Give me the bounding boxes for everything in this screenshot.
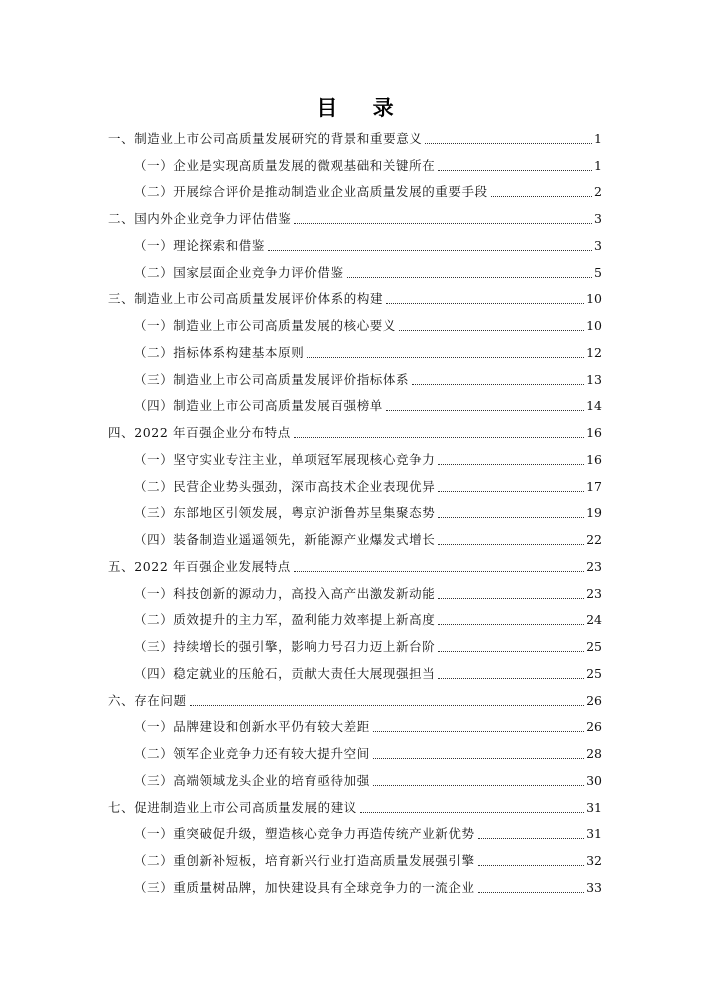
toc-subsection-entry [108,577,602,604]
toc-page-number: 30 [586,772,602,788]
toc-entry-text: （二）开展综合评价是推动制造业企业高质量发展的重要手段 [134,184,488,200]
toc-subsection-entry [108,470,602,497]
toc-dot-leader [399,330,584,331]
toc-page-number: 23 [586,558,602,574]
toc-subsection-entry [108,523,602,550]
toc-entry-text: （四）制造业上市公司高质量发展百强榜单 [134,398,383,414]
toc-entry-text: （一）重突破促升级，塑造核心竞争力再造传统产业新优势 [134,826,475,842]
toc-dot-leader [373,758,584,759]
toc-dot-leader [373,785,584,786]
toc-entry-text: 四、2022 年百强企业分布特点 [108,425,291,440]
toc-subsection-entry [108,604,602,631]
toc-section-entry [108,684,602,711]
toc-dot-leader [478,838,584,839]
toc-dot-leader [478,892,584,893]
toc-page-number: 19 [586,505,602,521]
toc-page-number: 26 [586,719,602,735]
toc-entry-text: （一）品牌建设和创新水平仍有较大差距 [134,719,370,735]
toc-section-entry [108,550,602,577]
toc-subsection-entry [108,309,602,336]
toc-dot-leader [478,865,584,866]
toc-dot-leader [438,651,584,652]
toc-page-number: 33 [586,879,602,895]
toc-section-entry [108,791,602,818]
toc-page-number: 32 [586,853,602,868]
toc-dot-leader [347,277,592,278]
toc-page-number: 10 [586,291,602,307]
toc-entry-text: （三）东部地区引领发展，粤京沪浙鲁苏呈集聚态势 [134,505,436,521]
toc-page-number: 24 [586,612,602,628]
toc-dot-leader [491,196,592,197]
toc-subsection-entry [108,149,602,176]
toc-page-number: 3 [594,237,602,253]
toc-section-entry [108,283,602,310]
toc-page-number: 31 [586,826,602,842]
toc-dot-leader [190,705,584,706]
toc-dot-leader [438,678,584,679]
toc-dot-leader [268,250,592,251]
toc-subsection-entry [108,497,602,524]
toc-page-number: 13 [586,371,602,387]
toc-page-number: 17 [586,478,602,494]
toc-section-entry [108,416,602,443]
toc-page-number: 12 [586,344,602,360]
toc-subsection-entry [108,657,602,684]
toc-section-entry [108,202,602,229]
toc-page-number: 23 [586,585,602,601]
toc-page-number: 10 [586,318,602,333]
toc-subsection-entry [108,630,602,657]
toc-subsection-entry [108,336,602,363]
toc-subsection-entry [108,844,602,871]
toc-entry-text: （一）制造业上市公司高质量发展的核心要义 [134,318,397,333]
toc-page-number: 16 [586,451,602,467]
toc-entry-text: 二、国内外企业竞争力评估借鉴 [108,211,292,226]
toc-subsection-entry [108,256,602,283]
toc-subsection-entry [108,764,602,791]
toc-entry-text: 三、制造业上市公司高质量发展评价体系的构建 [108,291,384,307]
toc-page-number: 25 [586,639,602,654]
toc-entry-text: （四）稳定就业的压舱石，贡献大责任大展现强担当 [134,665,436,681]
toc-entry-text: 一、制造业上市公司高质量发展研究的背景和重要意义 [108,130,423,146]
toc-entry-text: （二）民营企业势头强劲，深市高技术企业表现优异 [134,478,436,494]
toc-entry-text: （三）高端领域龙头企业的培育亟待加强 [134,772,370,788]
toc-entry-text: （二）国家层面企业竞争力评价借鉴 [134,264,344,280]
toc-dot-leader [412,384,584,385]
toc-dot-leader [294,571,584,572]
toc-subsection-entry [108,176,602,203]
toc-section-entry [108,122,602,149]
toc-list [108,122,602,898]
toc-page-number: 14 [586,398,602,414]
toc-subsection-entry [108,443,602,470]
toc-page-number: 5 [594,264,602,280]
toc-dot-leader [386,410,584,411]
toc-entry-text: （二）领军企业竞争力还有较大提升空间 [134,746,370,761]
toc-entry-text: 五、2022 年百强企业发展特点 [108,558,291,574]
toc-entry-text: （三）制造业上市公司高质量发展评价指标体系 [134,371,410,387]
toc-dot-leader [438,464,584,465]
toc-page-number: 28 [586,746,602,761]
toc-dot-leader [438,170,592,171]
toc-subsection-entry [108,737,602,764]
toc-subsection-entry [108,818,602,845]
toc-subsection-entry [108,390,602,417]
toc-subsection-entry [108,229,602,256]
toc-entry-text: （一）企业是实现高质量发展的微观基础和关键所在 [134,157,436,173]
toc-dot-leader [438,544,584,545]
toc-entry-text: （一）理论探索和借鉴 [134,237,266,253]
toc-page-number: 1 [594,157,602,173]
toc-entry-text: （二）指标体系构建基本原则 [134,344,305,360]
toc-page-number: 26 [586,692,602,708]
toc-dot-leader [294,437,584,438]
toc-dot-leader [373,731,584,732]
toc-entry-text: （一）科技创新的源动力，高投入高产出激发新动能 [134,585,436,601]
toc-page-number: 31 [586,799,602,815]
toc-subsection-entry [108,711,602,738]
toc-entry-text: 六、存在问题 [108,692,187,708]
toc-entry-text: 七、促进制造业上市公司高质量发展的建议 [108,799,357,815]
toc-entry-text: （四）装备制造业遥遥领先，新能源产业爆发式增长 [134,532,436,547]
toc-page-number: 25 [586,665,602,681]
toc-page-number: 22 [586,532,602,547]
toc-entry-text: （三）持续增长的强引擎，影响力号召力迈上新台阶 [134,639,436,654]
toc-dot-leader [438,598,584,599]
toc-dot-leader [307,357,584,358]
toc-page-number: 2 [594,184,602,200]
toc-title: 目 录 [316,96,408,120]
toc-dot-leader [386,303,584,304]
toc-subsection-entry [108,363,602,390]
toc-subsection-entry [108,871,602,898]
toc-entry-text: （三）重质量树品牌，加快建设具有全球竞争力的一流企业 [134,879,475,895]
toc-dot-leader [438,624,584,625]
toc-page-number: 3 [594,211,602,226]
toc-dot-leader [425,143,592,144]
toc-dot-leader [438,517,584,518]
toc-entry-text: （二）重创新补短板，培育新兴行业打造高质量发展强引擎 [134,853,475,868]
toc-entry-text: （一）坚守实业专注主业，单项冠军展现核心竞争力 [134,451,436,467]
toc-page-number: 16 [586,425,602,440]
toc-dot-leader [438,491,584,492]
toc-page-number: 1 [594,130,602,146]
toc-dot-leader [360,812,584,813]
toc-entry-text: （二）质效提升的主力军，盈利能力效率提上新高度 [134,612,436,628]
toc-dot-leader [294,223,592,224]
